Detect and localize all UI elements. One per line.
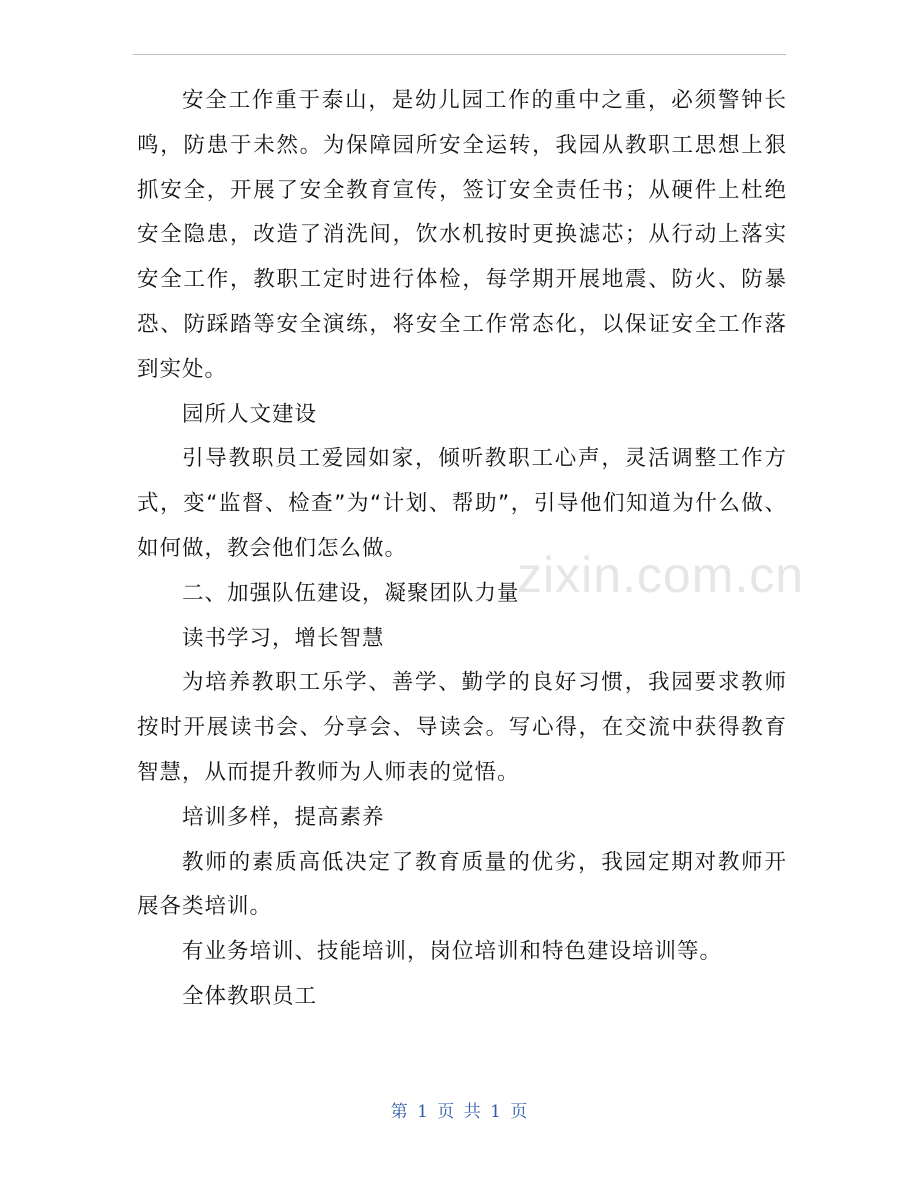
paragraph-humanistic: 引导教职员工爱园如家，倾听教职工心声，灵活调整工作方式，变“监督、检查”为“计划、帮助”，引导他们知道为什么做、如何做，教会他们怎么做。	[137, 446, 787, 561]
paragraph-reading: 为培养教职工乐学、善学、勤学的良好习惯，我园要求教师按时开展读书会、分享会、导读会。写心得，在交流中获得教育智慧，从而提升教师为人师表的觉悟。	[137, 670, 787, 785]
header-rule	[133, 54, 786, 55]
heading-reading-study: 读书学习，增长智慧	[182, 625, 385, 651]
page-number-footer: 第 1 页 共 1 页	[390, 1102, 530, 1122]
watermark-text: zixin.com.cn	[517, 547, 805, 603]
heading-team-building: 二、加强队伍建设，凝聚团队力量	[182, 580, 520, 606]
paragraph-training: 教师的素质高低决定了教育质量的优劣，我园定期对教师开展各类培训。	[137, 849, 787, 920]
paragraph-all-staff: 全体教职员工	[182, 983, 318, 1009]
paragraph-safety: 安全工作重于泰山，是幼儿园工作的重中之重，必须警钟长鸣，防患于未然。为保障园所安全运转，我园从教职工思想上狠抓安全，开展了安全教育宣传，签订安全责任书；从硬件上杜绝安全隐患，改造了消洗间，饮水机按时更换滤芯；从行动上落实安全工作，教职工定时进行体检，每学期开展地震、防火、防暴恐、防踩踏等安全演练，将安全工作常态化，以保证安全工作落到实处。	[137, 88, 787, 382]
document-body	[137, 79, 787, 1020]
paragraph-training-types: 有业务培训、技能培训，岗位培训和特色建设培训等。	[182, 939, 723, 965]
heading-humanistic-construction: 园所人文建设	[182, 401, 318, 427]
heading-training: 培训多样，提高素养	[182, 804, 385, 830]
